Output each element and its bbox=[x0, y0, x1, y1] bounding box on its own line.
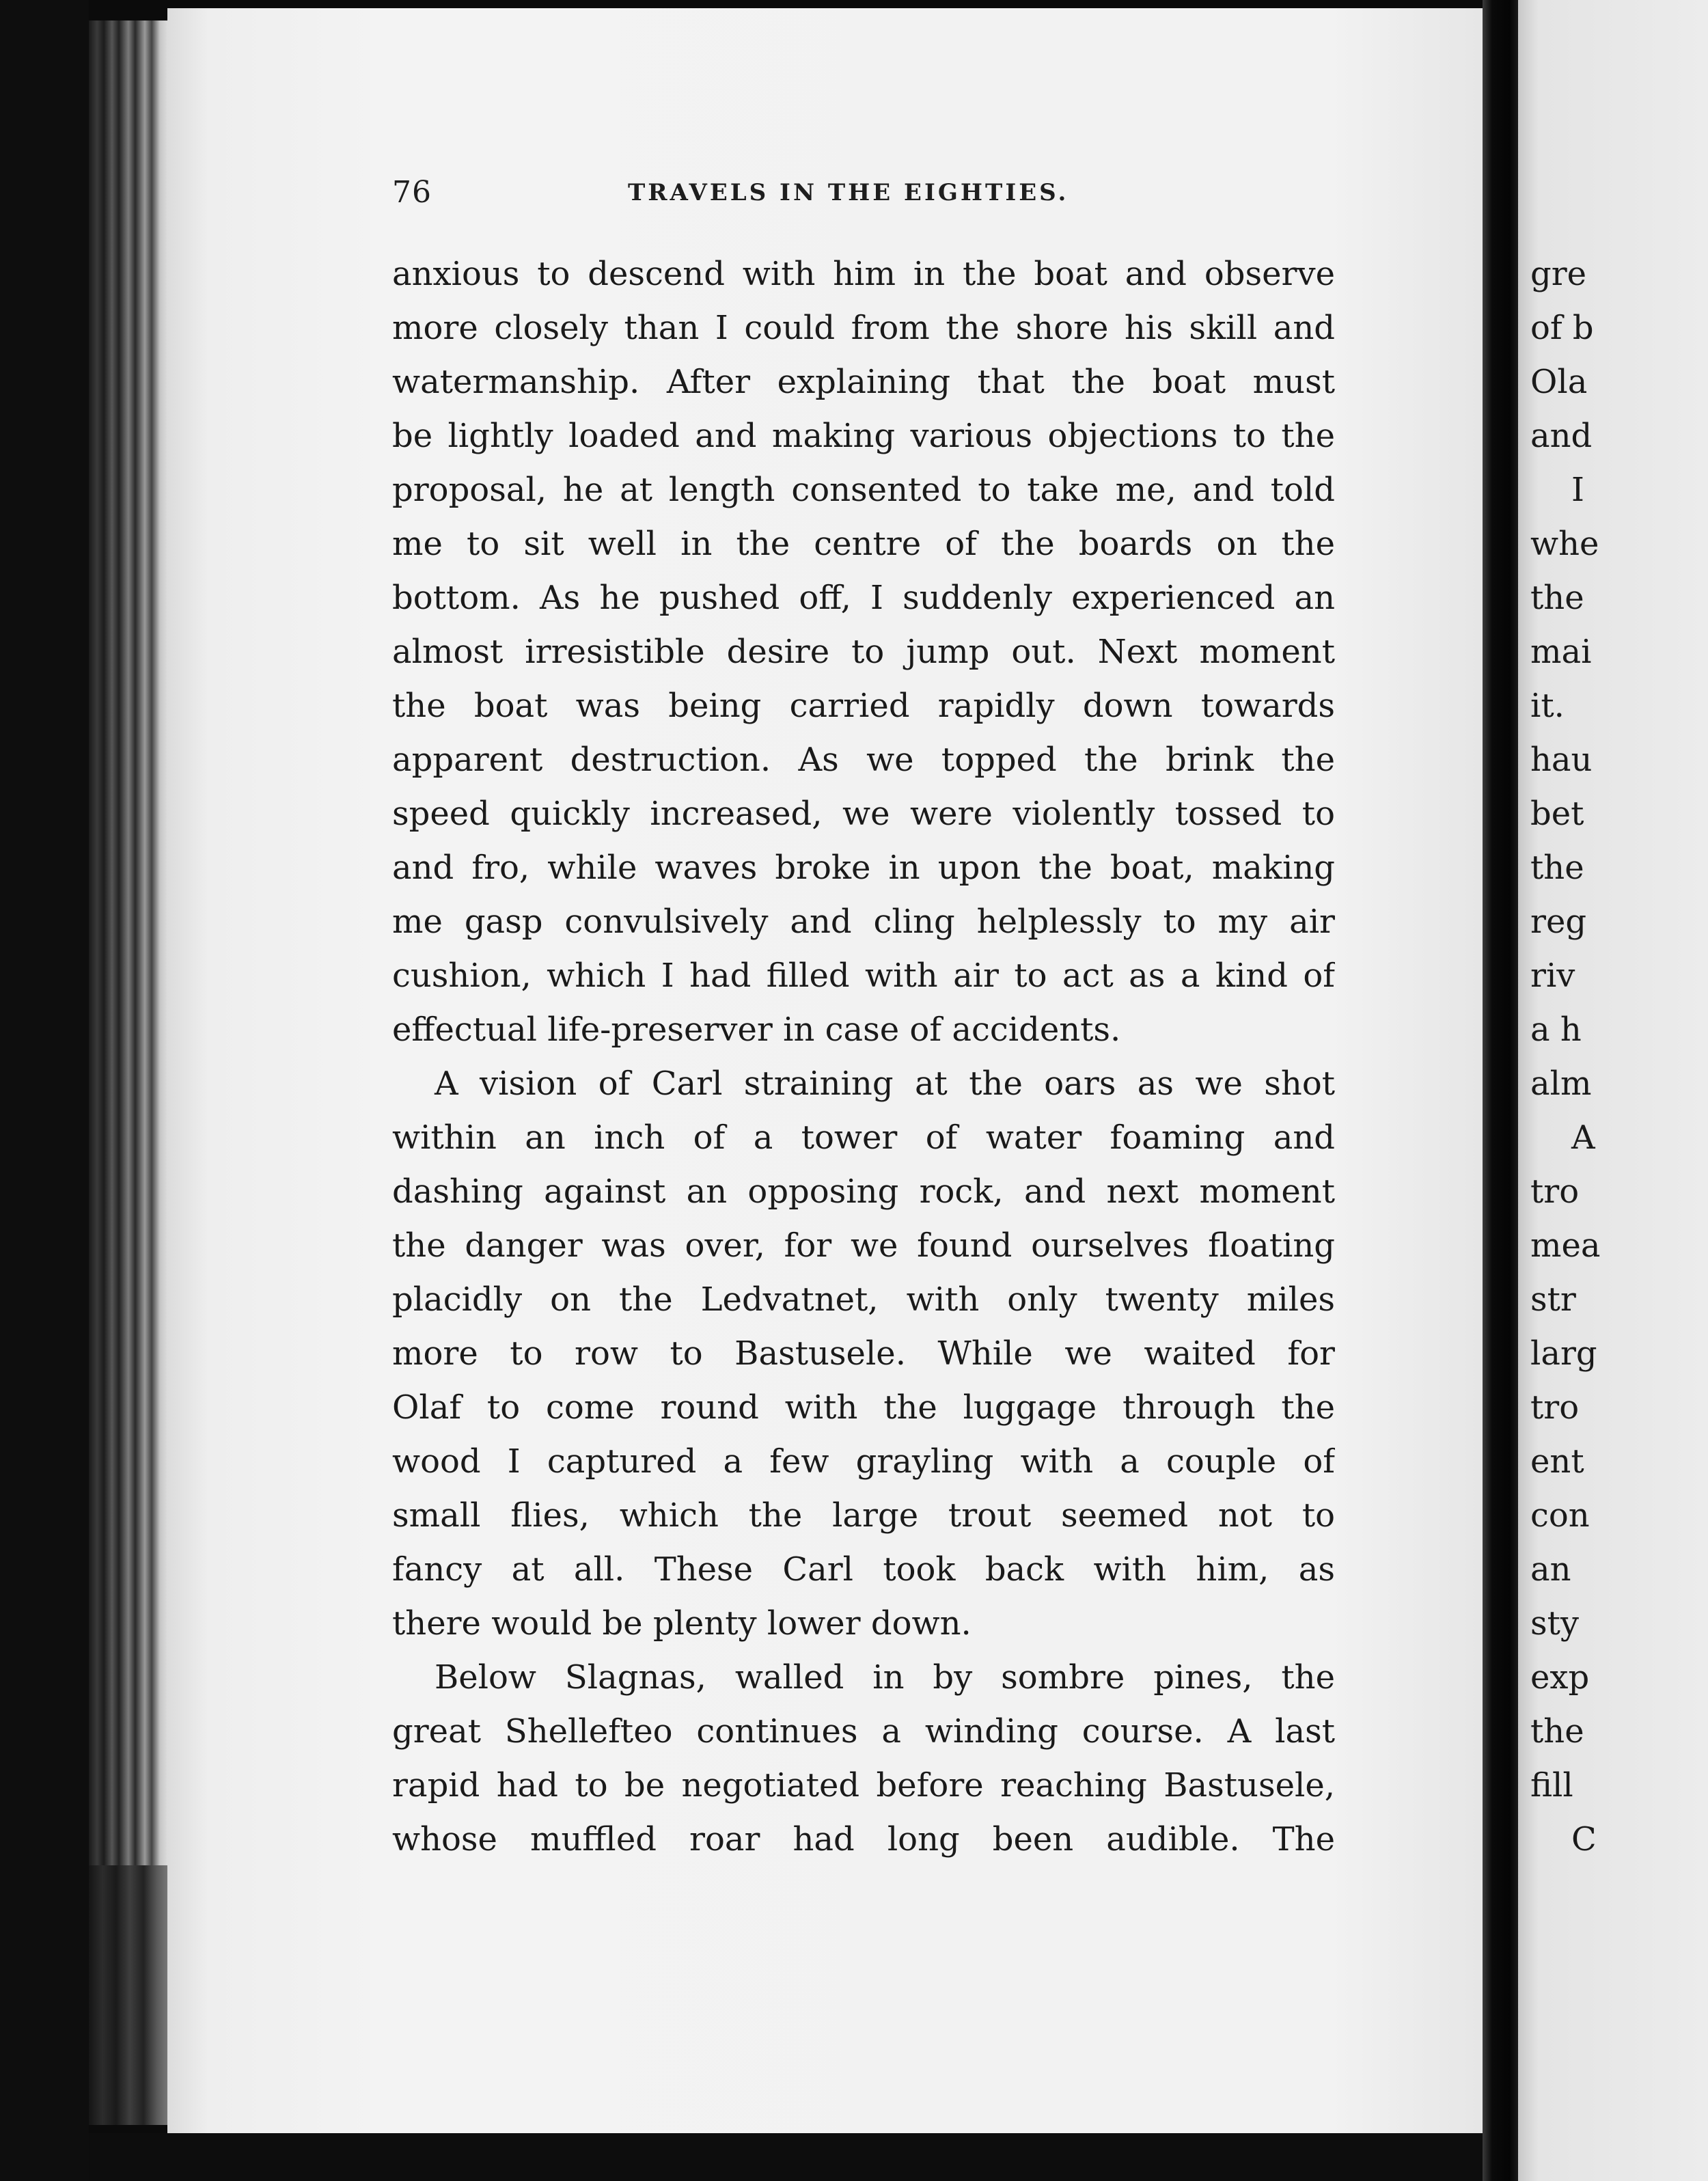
facing-page-line: whe bbox=[1530, 525, 1599, 563]
text-line: wood I captured a few grayling with a couple of bbox=[392, 1442, 1335, 1481]
facing-page-line: Ola bbox=[1530, 363, 1588, 401]
facing-page-line: it. bbox=[1530, 687, 1565, 725]
facing-page-line: fill bbox=[1530, 1766, 1573, 1805]
text-line: more to row to Bastusele. While we waited for bbox=[392, 1334, 1335, 1373]
facing-page-line: riv bbox=[1530, 957, 1575, 995]
facing-page-line: reg bbox=[1530, 903, 1587, 941]
page-gutter bbox=[1483, 0, 1518, 2181]
text-line: more closely than I could from the shore his skill and bbox=[392, 309, 1335, 347]
facing-page-line: con bbox=[1530, 1496, 1590, 1535]
facing-page-line: A bbox=[1571, 1119, 1595, 1157]
text-line: there would be plenty lower down. bbox=[392, 1604, 972, 1643]
text-line: placidly on the Ledvatnet, with only twenty miles bbox=[392, 1280, 1335, 1319]
text-line: Olaf to come round with the luggage through the bbox=[392, 1388, 1335, 1427]
text-line: cushion, which I had filled with air to act as a kind of bbox=[392, 957, 1335, 995]
facing-page-line: and bbox=[1530, 417, 1593, 455]
facing-page-line: the bbox=[1530, 1712, 1584, 1751]
text-line: dashing against an opposing rock, and next moment bbox=[392, 1172, 1335, 1211]
text-line: be lightly loaded and making various objections to the bbox=[392, 417, 1335, 455]
facing-page-line: ent bbox=[1530, 1442, 1584, 1481]
text-line: rapid had to be negotiated before reaching Bastusele, bbox=[392, 1766, 1335, 1805]
facing-page-line: tro bbox=[1530, 1388, 1580, 1427]
text-line: Below Slagnas, walled in by sombre pines, the bbox=[435, 1658, 1335, 1697]
facing-page-line: gre bbox=[1530, 255, 1587, 293]
facing-page-line: alm bbox=[1530, 1065, 1592, 1103]
body-text bbox=[392, 247, 1335, 1867]
facing-page-line: an bbox=[1530, 1550, 1571, 1589]
text-line: within an inch of a tower of water foaming and bbox=[392, 1119, 1335, 1157]
text-line: bottom. As he pushed off, I suddenly experienced an bbox=[392, 579, 1335, 617]
facing-page-line: larg bbox=[1530, 1334, 1597, 1373]
facing-page-line: of b bbox=[1530, 309, 1594, 347]
text-line: and fro, while waves broke in upon the boat, making bbox=[392, 849, 1335, 887]
facing-page-text bbox=[1530, 247, 1708, 1867]
text-line: apparent destruction. As we topped the brink the bbox=[392, 741, 1335, 779]
facing-page-line: hau bbox=[1530, 741, 1593, 779]
text-line: fancy at all. These Carl took back with him, as bbox=[392, 1550, 1335, 1589]
text-line: watermanship. After explaining that the boat must bbox=[392, 363, 1335, 401]
scan-left-margin bbox=[0, 0, 89, 2181]
facing-page-line: the bbox=[1530, 579, 1584, 617]
facing-page-line: bet bbox=[1530, 795, 1584, 833]
facing-page-line: I bbox=[1571, 471, 1584, 509]
text-line: almost irresistible desire to jump out. Next moment bbox=[392, 633, 1335, 671]
text-line: the danger was over, for we found ourselves floating bbox=[392, 1226, 1335, 1265]
book-binding-edge bbox=[89, 20, 167, 1865]
facing-page-line: tro bbox=[1530, 1172, 1580, 1211]
facing-page-line: the bbox=[1530, 849, 1584, 887]
running-title: TRAVELS IN THE EIGHTIES. bbox=[628, 179, 1069, 206]
text-line: anxious to descend with him in the boat and observe bbox=[392, 255, 1335, 293]
facing-page-line: C bbox=[1571, 1820, 1597, 1858]
text-line: effectual life-preserver in case of accidents. bbox=[392, 1011, 1121, 1049]
text-line: A vision of Carl straining at the oars as we shot bbox=[435, 1065, 1335, 1103]
page-number: 76 bbox=[392, 175, 432, 210]
facing-page-line: sty bbox=[1530, 1604, 1580, 1643]
text-line: speed quickly increased, we were violently tossed to bbox=[392, 795, 1335, 833]
facing-page-line: a h bbox=[1530, 1011, 1582, 1049]
text-line: me gasp convulsively and cling helplessly to my air bbox=[392, 903, 1335, 941]
scan-bottom-margin bbox=[89, 2133, 1483, 2181]
text-line: proposal, he at length consented to take me, and told bbox=[392, 471, 1335, 509]
text-line: small flies, which the large trout seemed not to bbox=[392, 1496, 1335, 1535]
text-line: great Shellefteo continues a winding course. A last bbox=[392, 1712, 1335, 1751]
facing-page-line: mea bbox=[1530, 1226, 1601, 1265]
facing-page-line: str bbox=[1530, 1280, 1576, 1319]
text-line: whose muffled roar had long been audible. The bbox=[392, 1820, 1335, 1858]
facing-page-line: mai bbox=[1530, 633, 1592, 671]
text-line: the boat was being carried rapidly down towards bbox=[392, 687, 1335, 725]
text-line: me to sit well in the centre of the boards on the bbox=[392, 525, 1335, 563]
facing-page-line: exp bbox=[1530, 1658, 1590, 1697]
book-binding-edge-lower bbox=[89, 1865, 167, 2125]
